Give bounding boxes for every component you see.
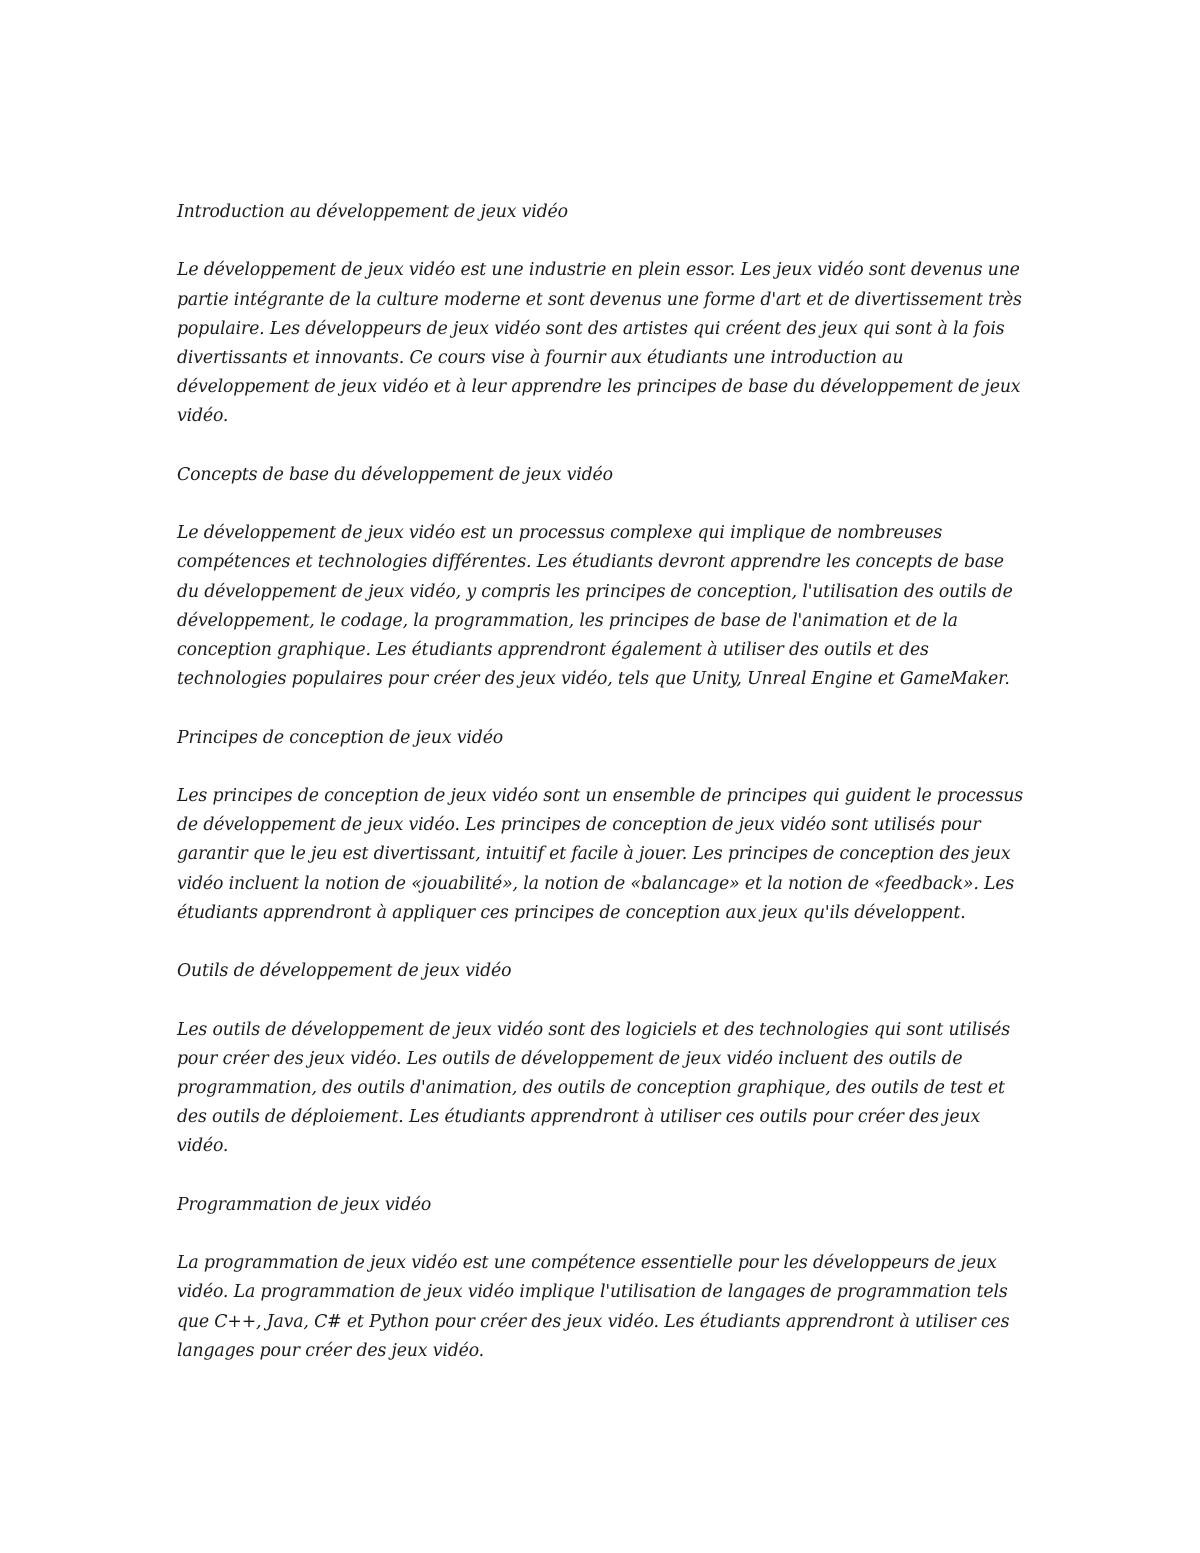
section-paragraph-outils: Les outils de développement de jeux vidéo sont des logiciels et des technologies qui sont utilisés pour créer des jeux vidéo. Les outils de développement de jeux vidéo incluent des outils de programmation, des outils d'animation, des outils de conception graphique, des outils de test et des outils de déploiement. Les étudiants apprendront à utiliser ces outils pour créer des jeux vidéo. (177, 1019, 1010, 1157)
document-body (177, 198, 1027, 1395)
section-heading-programmation: Programmation de jeux vidéo (177, 1194, 432, 1215)
section-paragraph-principes: Les principes de conception de jeux vidéo sont un ensemble de principes qui guident le processus de développement de jeux vidéo. Les principes de conception de jeux vidéo sont utilisés pour garantir que le jeu est divertissant, intuitif et facile à jouer. Les principes de conception des jeux vidéo incluent la notion de «jouabilité», la notion de «balancage» et la notion de «feedback». Les étudiants apprendront à appliquer ces principes de conception aux jeux qu'ils développent. (177, 785, 1023, 923)
section-heading-principes: Principes de conception de jeux vidéo (177, 727, 504, 748)
section-heading-concepts: Concepts de base du développement de jeux vidéo (177, 464, 613, 485)
section-heading-introduction: Introduction au développement de jeux vidéo (177, 202, 568, 222)
section-paragraph-programmation: La programmation de jeux vidéo est une compétence essentielle pour les développeurs de jeux vidéo. La programmation de jeux vidéo implique l'utilisation de langages de programmation tels que C++, Java, C# et Python pour créer des jeux vidéo. Les étudiants apprendront à utiliser ces langages pour créer des jeux vidéo. (177, 1253, 1010, 1361)
section-paragraph-concepts: Le développement de jeux vidéo est un processus complexe qui implique de nombreuses compétences et technologies différentes. Les étudiants devront apprendre les concepts de base du développement de jeux vidéo, y compris les principes de conception, l'utilisation des outils de développement, le codage, la programmation, les principes de base de l'animation et de la conception graphique. Les étudiants apprendront également à utiliser des outils et des technologies populaires pour créer des jeux vidéo, tels que Unity, Unreal Engine et GameMaker. (177, 523, 1013, 690)
section-paragraph-introduction: Le développement de jeux vidéo est une industrie en plein essor. Les jeux vidéo sont devenus une partie intégrante de la culture moderne et sont devenus une forme d'art et de divertissement très populaire. Les développeurs de jeux vidéo sont des artistes qui créent des jeux qui sont à la fois divertissants et innovants. Ce cours vise à fournir aux étudiants une introduction au développement de jeux vidéo et à leur apprendre les principes de base du développement de jeux vidéo. (177, 260, 1022, 427)
section-heading-outils: Outils de développement de jeux vidéo (177, 961, 512, 982)
